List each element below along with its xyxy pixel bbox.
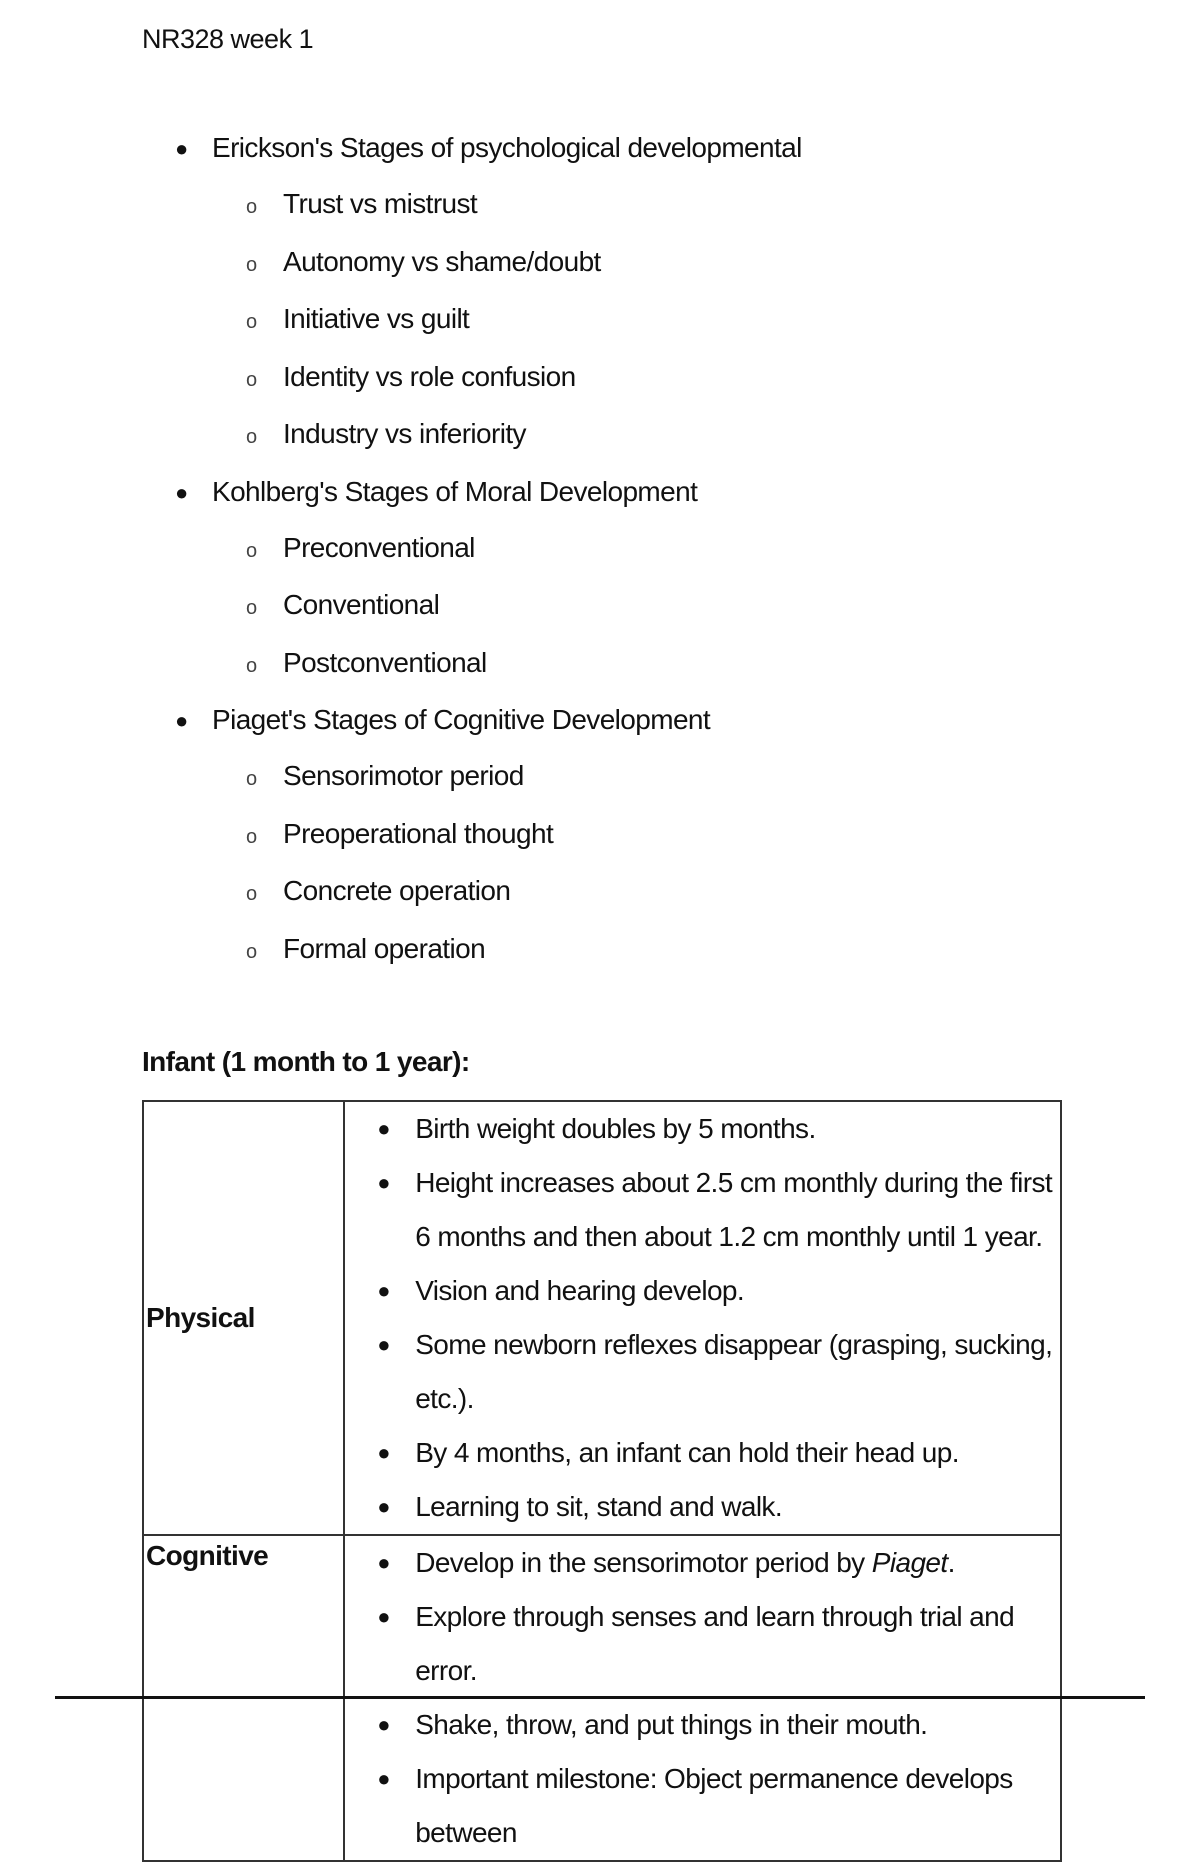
topic-title: Piaget's Stages of Cognitive Development [212, 704, 711, 735]
list-item [345, 1590, 1060, 1698]
circle-bullet-icon: o [246, 940, 258, 963]
list-item [345, 1698, 1060, 1752]
point-text: Shake, throw, and put things in their mouth. [415, 1709, 928, 1740]
bullet-icon: ● [377, 1278, 390, 1303]
subitem-label: Concrete operation [283, 875, 511, 906]
outline-topic [0, 698, 1200, 754]
list-item [345, 1156, 1060, 1264]
outline-subitem [0, 641, 1200, 699]
category-cell: Physical [143, 1101, 344, 1535]
bullet-icon: ● [377, 1604, 390, 1629]
bullet-icon: ● [377, 1494, 390, 1519]
outline-topic [0, 126, 1200, 182]
outline-subitem [0, 526, 1200, 584]
circle-bullet-icon: o [246, 883, 258, 905]
list-item [345, 1752, 1060, 1860]
subitem-label: Preconventional [283, 531, 475, 563]
page-bottom-rule [55, 1696, 1145, 1699]
bullet-icon: ● [377, 1766, 390, 1791]
subitem-label: Autonomy vs shame/doubt [283, 245, 601, 277]
subitem-label: Initiative vs guilt [283, 303, 470, 334]
subitem-label: Conventional [283, 589, 440, 620]
infant-section-heading: Infant (1 month to 1 year): [142, 1046, 470, 1077]
outline-subitem [0, 240, 1200, 298]
outline-subitem [0, 927, 1200, 985]
circle-bullet-icon: o [246, 768, 258, 790]
topic-title: Erickson's Stages of psychological developmental [212, 132, 802, 163]
bullet-icon: ● [377, 1440, 390, 1465]
outline-subitem [0, 297, 1200, 355]
point-text: Learning to sit, stand and walk. [415, 1491, 783, 1522]
bullet-icon: ● [175, 479, 189, 505]
circle-bullet-icon: o [246, 368, 258, 391]
document-header: NR328 week 1 [142, 24, 314, 54]
subitem-label: Postconventional [283, 646, 487, 678]
subitem-label: Sensorimotor period [283, 760, 524, 791]
subitem-label: Identity vs role confusion [283, 360, 576, 392]
circle-bullet-icon: o [246, 426, 258, 448]
outline-subitem [0, 182, 1200, 240]
point-text: Height increases about 2.5 cm monthly during the first 6 months and then about 1.2 cm monthly until 1 year. [415, 1167, 1053, 1252]
point-text: Birth weight doubles by 5 months. [415, 1113, 816, 1144]
list-item [345, 1480, 1060, 1534]
circle-bullet-icon: o [246, 253, 258, 276]
point-text: Important milestone: Object permanence develops between [415, 1763, 1013, 1848]
bullet-icon: ● [377, 1116, 390, 1141]
point-text [415, 1547, 955, 1578]
point-text-prefix: Develop in the sensorimotor period by [415, 1547, 872, 1578]
subitem-label: Preoperational thought [283, 817, 554, 849]
circle-bullet-icon: o [246, 825, 258, 848]
outline-subitem [0, 812, 1200, 870]
outline-subitem [0, 754, 1200, 812]
outline-subitem [0, 355, 1200, 413]
point-text: Some newborn reflexes disappear (grasping, sucking, etc.). [415, 1329, 1053, 1414]
bullet-icon: ● [377, 1332, 390, 1357]
bullet-icon: ● [175, 136, 189, 161]
point-text-italic: Piaget [871, 1547, 948, 1578]
topic-title: Kohlberg's Stages of Moral Development [212, 475, 698, 507]
points-list [345, 1102, 1060, 1534]
table-row [143, 1101, 1061, 1535]
subitem-label: Formal operation [283, 932, 486, 964]
circle-bullet-icon: o [246, 597, 258, 619]
points-cell [344, 1101, 1061, 1535]
subitem-label: Trust vs mistrust [283, 188, 478, 219]
point-text: Vision and hearing develop. [415, 1275, 745, 1306]
list-item [345, 1536, 1060, 1590]
subitem-label: Industry vs inferiority [283, 418, 526, 449]
circle-bullet-icon: o [246, 311, 258, 333]
list-item [345, 1426, 1060, 1480]
bullet-icon: ● [377, 1712, 390, 1737]
list-item [345, 1318, 1060, 1426]
circle-bullet-icon: o [246, 654, 258, 677]
bullet-icon: ● [377, 1550, 390, 1575]
outline-subitem [0, 583, 1200, 641]
theories-outline [0, 126, 1200, 984]
category-cell: Cognitive [143, 1535, 344, 1861]
circle-bullet-icon: o [246, 539, 258, 562]
point-text: By 4 months, an infant can hold their head up. [415, 1437, 959, 1468]
outline-topic [0, 470, 1200, 526]
list-item [345, 1264, 1060, 1318]
point-text-suffix: . [947, 1547, 955, 1578]
bullet-icon: ● [377, 1170, 390, 1195]
bullet-icon: ● [175, 708, 189, 733]
point-text: Explore through senses and learn through trial and error. [415, 1601, 1015, 1686]
outline-subitem [0, 869, 1200, 927]
outline-subitem [0, 412, 1200, 470]
infant-development-table [142, 1100, 1062, 1862]
circle-bullet-icon: o [246, 196, 258, 218]
list-item [345, 1102, 1060, 1156]
